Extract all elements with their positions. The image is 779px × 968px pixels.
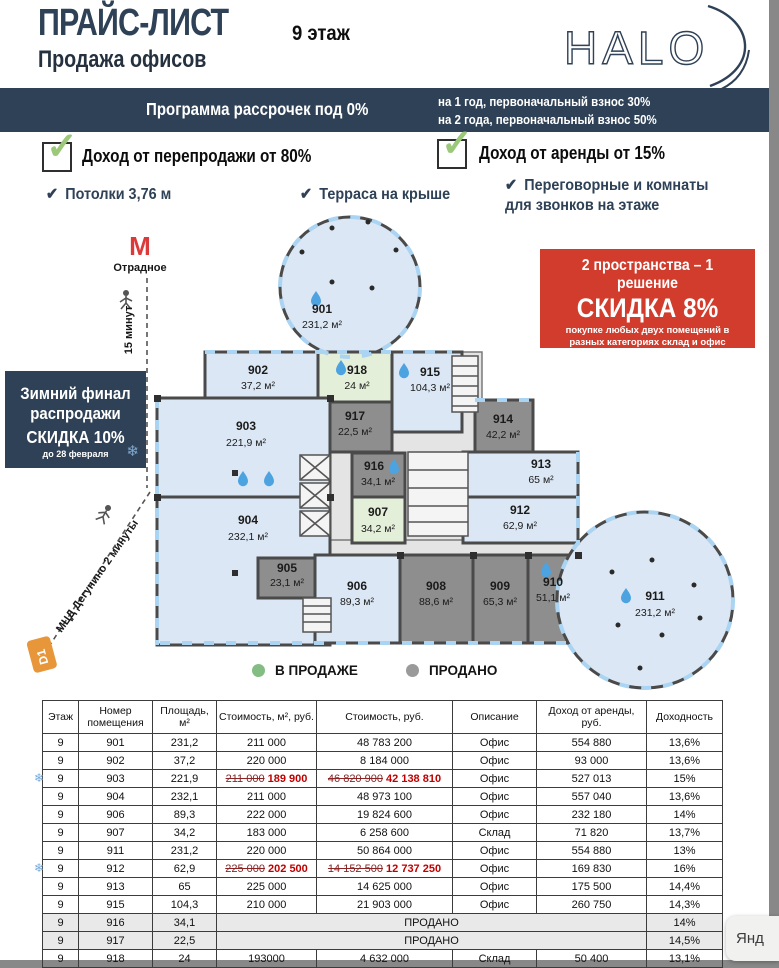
cell-desc: Склад [453,950,537,968]
cell-desc: Офис [453,860,537,878]
halo-logo [558,4,768,96]
cell-room: 918 [79,950,153,968]
room-918-number: 918 [346,363,368,377]
walk-time-metro: 15 минут [123,305,135,355]
room-915-number: 915 [419,365,441,379]
cell-room: 901 [79,734,153,752]
room-909-number: 909 [489,579,511,593]
promo-blue-line2: распродажи [30,404,121,424]
room-905-area: 23,1 м² [269,577,305,589]
table-row-sold [43,914,723,932]
cell-price-m2: 193000 [217,950,317,968]
cell-floor: 9 [43,914,79,932]
cell-price: 4 632 000 [317,950,453,968]
room-908-number: 908 [425,579,447,593]
cell-desc: Офис [453,752,537,770]
room-906-number: 906 [346,579,368,593]
room-911-number: 911 [645,589,665,603]
room-910-number: 910 [542,575,564,589]
ceilings-item [46,184,171,204]
page-title: ПРАЙС-ЛИСТ [38,2,229,44]
promo-banner-red [540,249,755,361]
cell-floor: 9 [43,788,79,806]
cell-rent: 554 880 [537,842,647,860]
price-table [34,700,723,968]
cell-yield: 13,1% [647,950,723,968]
cell-price: 6 258 600 [317,824,453,842]
room-916-number: 916 [363,459,385,473]
cell-yield: 13,6% [647,734,723,752]
cell-price: 48 783 200 [317,734,453,752]
table-row [43,806,723,824]
resale-benefit-label: Доход от перепродажи от 80% [82,146,312,166]
cell-yield: 14,5% [647,932,723,950]
room-901-area: 231,2 м² [302,319,342,331]
cell-rent: 554 880 [537,734,647,752]
legend-available-label: В ПРОДАЖЕ [275,663,358,678]
col-yield: Доходность [647,701,723,734]
snowflake-icon: ❄ [34,861,45,875]
stairs-bottom [303,598,331,632]
green-check-icon: ✓ [441,123,473,165]
check-icon: ✔ [505,177,518,194]
cell-floor: 9 [43,878,79,896]
cell-yield: 14,4% [647,878,723,896]
cell-yield: 15% [647,770,723,788]
table-row [43,770,723,788]
room-907 [352,497,405,543]
page-subtitle: Продажа офисов [38,46,207,73]
room-913-number: 913 [530,457,552,471]
table-header-row [43,701,723,734]
stairs-top [452,356,478,412]
cell-floor: 9 [43,950,79,968]
cell-yield: 16% [647,860,723,878]
room-909-area: 65,3 м² [482,596,518,608]
col-price-m2: Стоимость, м², руб. [217,701,317,734]
room-911-area: 231,2 м² [635,607,675,619]
room-917-number: 917 [344,409,366,423]
room-903-number: 903 [235,419,257,433]
room-918 [318,352,392,402]
col-desc: Описание [453,701,537,734]
cell-floor: 9 [43,932,79,950]
cell-area: 231,2 [153,842,217,860]
promo-red-discount: СКИДКА 8% [576,293,719,323]
room-901 [280,217,420,357]
cell-area: 232,1 [153,788,217,806]
cell-desc: Офис [453,896,537,914]
cell-floor: 9 [43,824,79,842]
cell-price-m2: 211 000 [217,734,317,752]
metro-m-icon: М [129,231,151,261]
promo-blue-until: до 28 февраля [42,448,109,459]
cell-price-discount: 46 820 900 42 138 810 [317,770,453,788]
cell-area: 65 [153,878,217,896]
wc-block [408,452,468,536]
cell-price: 50 864 000 [317,842,453,860]
terrace-label: Терраса на крыше [319,186,451,203]
table-row [43,734,723,752]
meeting-rooms-label: Переговорные и комнаты для звонков на этаже [505,177,709,214]
legend-available [252,663,358,678]
cell-room: 904 [79,788,153,806]
cell-room: 902 [79,752,153,770]
col-price: Стоимость, руб. [317,701,453,734]
d1-badge-label: D1 [33,647,52,667]
resale-checkbox [42,126,78,172]
cell-desc: Склад [453,824,537,842]
cell-area: 89,3 [153,806,217,824]
snowflake-icon: ❄ [126,443,139,460]
cell-floor: ❄ 9 [43,770,79,788]
installment-term-1: на 1 год, первоначальный взнос 30% [438,95,651,109]
cell-floor: 9 [43,806,79,824]
col-floor: Этаж [43,701,79,734]
cell-area: 34,1 [153,914,217,932]
cell-rent: 557 040 [537,788,647,806]
cell-room: 915 [79,896,153,914]
cell-yield: 13% [647,842,723,860]
cell-desc: Офис [453,878,537,896]
cell-yield: 13,7% [647,824,723,842]
cell-room: 903 [79,770,153,788]
cell-price: 14 625 000 [317,878,453,896]
promo-blue-discount: СКИДКА 10% [26,426,125,447]
cell-room: 916 [79,914,153,932]
plan-legend [252,663,497,678]
cell-rent: 260 750 [537,896,647,914]
room-913 [463,452,578,497]
green-check-icon: ✓ [46,126,78,168]
promo-blue-line1: Зимний финал [20,384,131,403]
promo-banner-blue [5,371,146,468]
cell-area: 62,9 [153,860,217,878]
cell-yield: 14% [647,914,723,932]
yandex-chip-label: Янд [736,930,764,947]
room-912-number: 912 [509,503,531,517]
room-915-area: 104,3 м² [410,382,450,394]
cell-rent: 50 400 [537,950,647,968]
pedestrian-icon [95,502,115,524]
room-904-number: 904 [237,513,259,527]
cell-room: 917 [79,932,153,950]
walk-time-mcd: МЦД Дегунино 2 минуты [54,517,142,635]
rent-benefit-label: Доход от аренды от 15% [479,143,665,163]
table-row [43,752,723,770]
table-row [43,788,723,806]
cell-price-m2: 211 000 [217,788,317,806]
cell-desc: Офис [453,734,537,752]
cell-price-m2: 183 000 [217,824,317,842]
promo-red-text: покупке любых двух помещений в разных категориях склад и офис [565,325,730,348]
cell-rent: 93 000 [537,752,647,770]
cell-area: 22,5 [153,932,217,950]
cell-floor: 9 [43,842,79,860]
table-row-sold [43,932,723,950]
d1-badge [26,635,58,673]
rent-checkbox [437,123,473,169]
cell-price: 21 903 000 [317,896,453,914]
cell-area: 231,2 [153,734,217,752]
cell-room: 913 [79,878,153,896]
cell-room: 911 [79,842,153,860]
cell-price-m2: 220 000 [217,842,317,860]
room-916-area: 34,1 м² [360,476,396,488]
room-903-area: 221,9 м² [226,437,266,449]
promo-red-line1: 2 пространства – 1 решение [581,257,714,292]
cell-floor: 9 [43,734,79,752]
room-918-area: 24 м² [344,380,370,392]
cell-price-m2-discount: 211 000 189 900 [217,770,317,788]
available-dot-icon [252,664,265,677]
cell-yield: 13,6% [647,752,723,770]
room-906-area: 89,3 м² [339,596,375,608]
cell-area: 37,2 [153,752,217,770]
cell-yield: 13,6% [647,788,723,806]
cell-area: 34,2 [153,824,217,842]
room-913-area: 65 м² [528,474,554,486]
cell-yield: 14% [647,806,723,824]
halo-logo-text: HALO [564,22,710,74]
room-907-area: 34,2 м² [360,523,396,535]
cell-room: 907 [79,824,153,842]
room-907-number: 907 [367,505,389,519]
cell-floor: ❄ 9 [43,860,79,878]
room-902-area: 37,2 м² [240,380,276,392]
room-912-area: 62,9 м² [502,520,538,532]
cell-price-m2: 220 000 [217,752,317,770]
installment-banner [0,88,769,132]
legend-sold [406,663,497,678]
metro-station-label: Отрадное [113,262,167,274]
cell-price: 48 973 100 [317,788,453,806]
cell-floor: 9 [43,752,79,770]
cell-room: 912 [79,860,153,878]
room-914-area: 42,2 м² [485,429,521,441]
room-902-number: 902 [247,363,269,377]
cell-price-m2: 222 000 [217,806,317,824]
room-917-area: 22,5 м² [337,426,373,438]
cell-price-m2: 210 000 [217,896,317,914]
cell-area: 24 [153,950,217,968]
cell-desc: Офис [453,806,537,824]
cell-sold: ПРОДАНО [217,914,647,932]
room-904-area: 232,1 м² [228,531,268,543]
ceilings-label: Потолки 3,76 м [65,186,172,203]
room-914 [475,400,533,452]
cell-price-m2-discount: 225 000 202 500 [217,860,317,878]
floor-label: 9 этаж [292,22,350,45]
cell-price-m2: 225 000 [217,878,317,896]
cell-price: 19 824 600 [317,806,453,824]
col-rent: Доход от аренды, руб. [537,701,647,734]
cell-rent: 71 820 [537,824,647,842]
check-icon: ✔ [300,186,313,203]
col-room: Номер помещения [79,701,153,734]
room-901-number: 901 [311,302,333,316]
check-icon: ✔ [46,186,59,203]
sold-dot-icon [406,664,419,677]
cell-sold: ПРОДАНО [217,932,647,950]
room-914-number: 914 [492,412,514,426]
table-row [43,842,723,860]
cell-room: 906 [79,806,153,824]
cell-area: 221,9 [153,770,217,788]
terrace-item [300,184,450,204]
table-row [43,878,723,896]
promo-red-until: до 31 марта [618,349,677,361]
col-area: Площадь, м² [153,701,217,734]
installment-title: Программа рассрочек под 0% [146,99,369,119]
cell-price: 8 184 000 [317,752,453,770]
snowflake-icon: ❄ [34,771,45,785]
yandex-panel-chip[interactable] [726,916,779,961]
legend-sold-label: ПРОДАНО [428,663,498,678]
cell-area: 104,3 [153,896,217,914]
cell-rent: 169 830 [537,860,647,878]
table-row [43,824,723,842]
cell-rent: 232 180 [537,806,647,824]
installment-term-2: на 2 года, первоначальный взнос 50% [438,113,657,128]
cell-yield: 14,3% [647,896,723,914]
room-905-number: 905 [276,561,298,575]
cell-rent: 527 013 [537,770,647,788]
cell-price-discount: 14 152 500 12 737 250 [317,860,453,878]
cell-floor: 9 [43,896,79,914]
elevators [300,455,330,536]
cell-desc: Офис [453,788,537,806]
table-row [43,950,723,968]
table-row [43,860,723,878]
room-908-area: 88,6 м² [418,596,454,608]
cell-desc: Офис [453,770,537,788]
meeting-rooms-item [505,176,726,216]
cell-rent: 175 500 [537,878,647,896]
table-row [43,896,723,914]
room-910-area: 51,1 м² [535,592,571,604]
cell-desc: Офис [453,842,537,860]
